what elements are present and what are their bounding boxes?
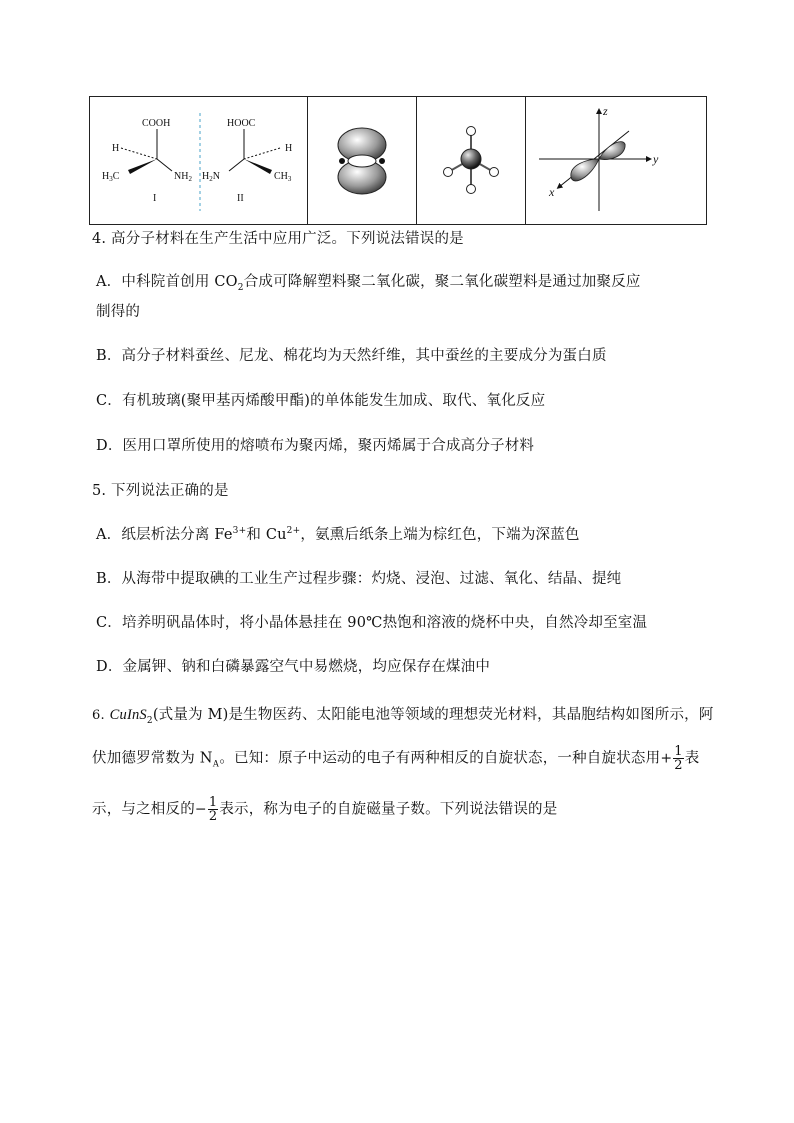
q4-option-a-continued: 制得的: [96, 304, 141, 320]
methyl-label-ii: $CH_3$: [273, 170, 291, 183]
q5-option-a: A．纸层析法分离 $Fe^{3+}$和 $Cu^{2+}$，氨熏后纸条上端为棕红色，下端为深蓝色: [96, 526, 580, 543]
z-axis-label: z: [602, 103, 608, 118]
fraction-half-negative: $\frac{1}{2}$: [208, 795, 218, 824]
h-label-ii: H: [284, 142, 292, 154]
amine-label-ii: $H_2N$: [201, 170, 220, 183]
q5-option-d: D．金属钾、钠和白磷暴露空气中易燃烧，均应保存在煤油中: [96, 659, 491, 675]
q5-option-b: B．从海带中提取碘的工业生产过程步骤：灼烧、浸泡、过滤、氧化、结晶、提纯: [96, 571, 622, 587]
q6-line-3: 示，与之相反的− $\frac{1}{2}$ 表示，称为电子的自旋磁量子数。下列说法错误的是: [92, 795, 558, 824]
x-axis-label: x: [548, 184, 554, 199]
fraction-half: $\frac{1}{2}$: [674, 744, 683, 773]
label-ii: II: [236, 192, 244, 204]
q4-option-b: B．高分子材料蚕丝、尼龙、棉花均为天然纤维，其中蚕丝的主要成分为蛋白质: [96, 348, 607, 364]
q5-option-c: C．培养明矾晶体时，将小晶体悬挂在 90℃热饱和溶液的烧杯中央，自然冷却至室温: [96, 615, 648, 631]
ball-and-stick-model: [436, 121, 506, 201]
orbital-axes-diagram: [529, 101, 704, 221]
q6-line-1: 6. CuInS$_2$(式量为 M)是生物医药、太阳能电池等领域的理想荧光材料，其晶胞结构如图所示，阿: [92, 707, 714, 726]
q4-stem: 4. 高分子材料在生产生活中应用广泛。下列说法错误的是: [92, 231, 464, 247]
enantiomers-cell: [90, 97, 308, 225]
q6-line-2: 伏加德罗常数为 $N_A$。已知：原子中运动的电子有两种相反的自旋状态，一种自旋状态用+ $\frac{1}{2}$ 表: [92, 744, 700, 773]
p-orbital-cell: [308, 97, 417, 225]
hooc-label: HOOC: [226, 117, 255, 129]
orbital-lobes-diagram: [327, 121, 397, 201]
q5-stem: 5. 下列说法正确的是: [92, 483, 229, 499]
figure-table: [89, 96, 707, 225]
q4-option-d: D．医用口罩所使用的熔喷布为聚丙烯，聚丙烯属于合成高分子材料: [96, 438, 535, 454]
cooh-label: COOH: [141, 117, 170, 129]
amine-label-i: $NH_2$: [173, 170, 192, 183]
methyl-label-i: $H_3C$: [101, 170, 119, 183]
y-axis-label: y: [652, 151, 658, 166]
q4-option-a: A．中科院首创用 $CO_2$合成可降解塑料聚二氧化碳，聚二氧化碳塑料是通过加聚反应: [96, 274, 641, 293]
p-orbital-axes-cell: [526, 97, 707, 225]
enantiomers-diagram: [94, 101, 304, 221]
q4-option-c: C．有机玻璃(聚甲基丙烯酸甲酯)的单体能发生加成、取代、氧化反应: [96, 393, 546, 409]
h-label-i: H: [111, 142, 119, 154]
label-i: I: [152, 192, 156, 204]
ball-stick-cell: [417, 97, 526, 225]
